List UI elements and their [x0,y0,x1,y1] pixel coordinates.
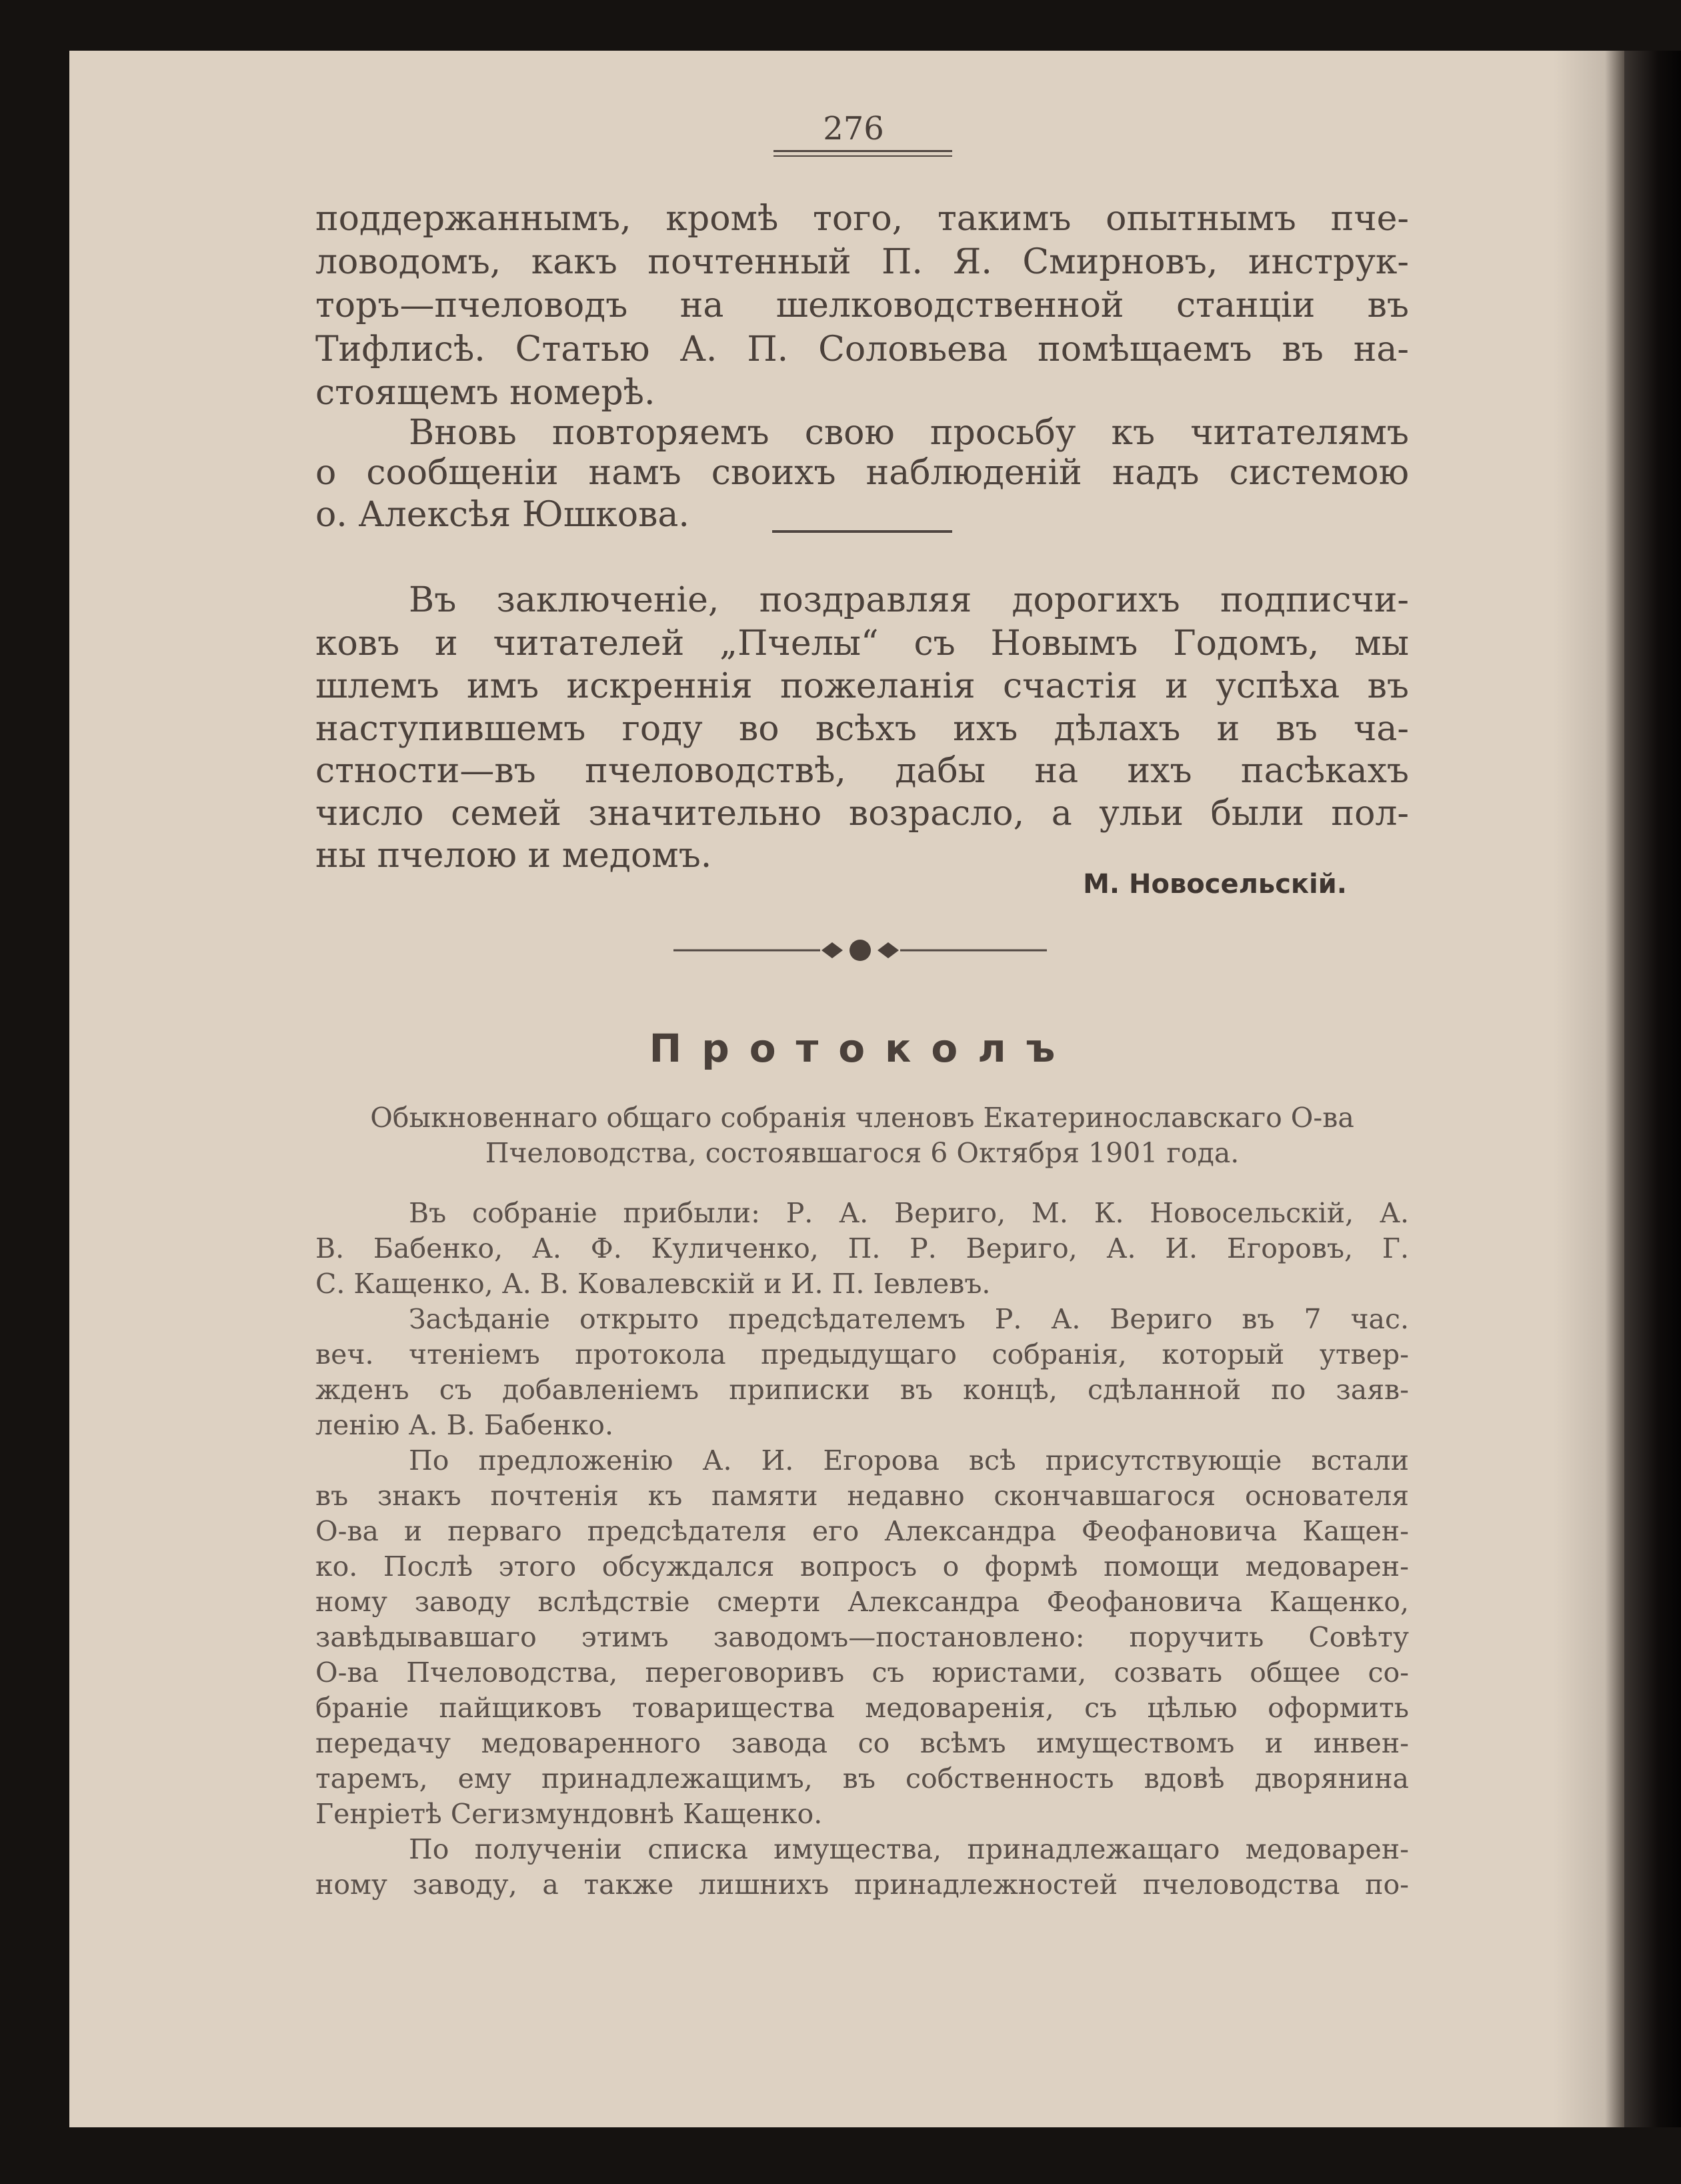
protocol-line-6: жденъ съ добавленіемъ приписки въ концѣ, сдѣланной по заяв- [315,1374,1409,1406]
protocol-line-4: Засѣданіе открыто предсѣдателемъ Р. А. Вериго въ 7 час. [409,1303,1409,1335]
greeting-line-2: ковъ и читателей „Пчелы“ съ Новымъ Годомъ, мы [315,624,1409,664]
page-number-rule-top [773,150,952,152]
protocol-line-14: О-ва Пчеловодства, переговоривъ съ юристами, созвать общее со- [315,1657,1409,1689]
protocol-line-15: браніе пайщиковъ товарищества медоваренія, съ цѣлью оформить [315,1692,1409,1724]
greeting-line-7: ны пчелою и медомъ. [315,836,712,876]
greeting-line-6: число семей значительно возрасло, а ульи были пол- [315,794,1409,834]
protocol-line-12: ному заводу вслѣдствіе смерти Александра Феофановича Кащенко, [315,1586,1409,1618]
intro-line-3: торъ—пчеловодъ на шелководственной станціи въ [315,285,1409,325]
protocol-title: Протоколъ [649,1026,1076,1071]
page-number: 276 [823,110,884,147]
signature: М. Новосельскій. [1083,869,1347,900]
protocol-subtitle-line-2: Пчеловодства, состоявшагося 6 Октября 1901 года. [485,1137,1240,1169]
protocol-line-7: ленію А. В. Бабенко. [315,1409,613,1441]
protocol-line-17: таремъ, ему принадлежащимъ, въ собственность вдовѣ дворянина [315,1763,1409,1795]
page-number-rule-bottom [773,155,952,157]
request-line-1: Вновь повторяемъ свою просьбу къ читателямъ [409,413,1409,453]
request-line-3: о. Алексѣя Юшкова. [315,495,689,535]
protocol-line-3: С. Кащенко, А. В. Ковалевскій и И. П. Іевлевъ. [315,1268,991,1300]
protocol-line-18: Генріетѣ Сегизмундовнѣ Кащенко. [315,1798,823,1830]
greeting-line-3: шлемъ имъ искреннія пожеланія счастія и успѣха въ [315,666,1409,706]
protocol-line-11: ко. Послѣ этого обсуждался вопросъ о формѣ помощи медоварен- [315,1550,1409,1582]
protocol-line-5: веч. чтеніемъ протокола предыдущаго собранія, который утвер- [315,1338,1409,1370]
protocol-line-19: По полученіи списка имущества, принадлежащаго медоварен- [409,1833,1409,1865]
section-divider [772,530,952,533]
binding-shade [1554,51,1627,2127]
protocol-line-13: завѣдывавшаго этимъ заводомъ—постановлено: поручить Совѣту [315,1621,1409,1653]
protocol-line-20: ному заводу, а также лишнихъ принадлежностей пчеловодства по- [315,1869,1409,1901]
protocol-line-9: въ знакъ почтенія къ памяти недавно скончавшагося основателя [315,1480,1409,1512]
protocol-line-1: Въ собраніе прибыли: Р. А. Вериго, М. К. Новосельскій, А. [409,1197,1409,1229]
intro-line-4: Тифлисѣ. Статью А. П. Соловьева помѣщаемъ въ на- [315,329,1409,369]
request-line-2: о сообщеніи намъ своихъ наблюденій надъ системою [315,453,1409,493]
intro-line-2: ловодомъ, какъ почтенный П. Я. Смирновъ, инструк- [315,242,1409,282]
greeting-line-1: Въ заключеніе, поздравляя дорогихъ подписчи- [409,580,1409,620]
protocol-line-8: По предложенію А. И. Егорова всѣ присутствующіе встали [409,1444,1409,1476]
ornament-divider [673,934,1047,967]
protocol-line-2: В. Бабенко, А. Ф. Куличенко, П. Р. Вериго, А. И. Егоровъ, Г. [315,1232,1409,1264]
greeting-line-5: стности—въ пчеловодствѣ, дабы на ихъ пасѣкахъ [315,751,1409,791]
greeting-line-4: наступившемъ году во всѣхъ ихъ дѣлахъ и въ ча- [315,709,1409,749]
book-spine-shadow [1624,51,1681,2127]
intro-line-5: стоящемъ номерѣ. [315,373,655,413]
protocol-line-16: передачу медоваренного завода со всѣмъ имуществомъ и инвен- [315,1727,1409,1759]
intro-line-1: поддержаннымъ, кромѣ того, такимъ опытнымъ пче- [315,199,1409,239]
protocol-subtitle-line-1: Обыкновеннаго общаго собранія членовъ Екатеринославскаго О-ва [370,1102,1354,1134]
protocol-line-10: О-ва и перваго предсѣдателя его Александра Феофановича Кащен- [315,1515,1409,1547]
